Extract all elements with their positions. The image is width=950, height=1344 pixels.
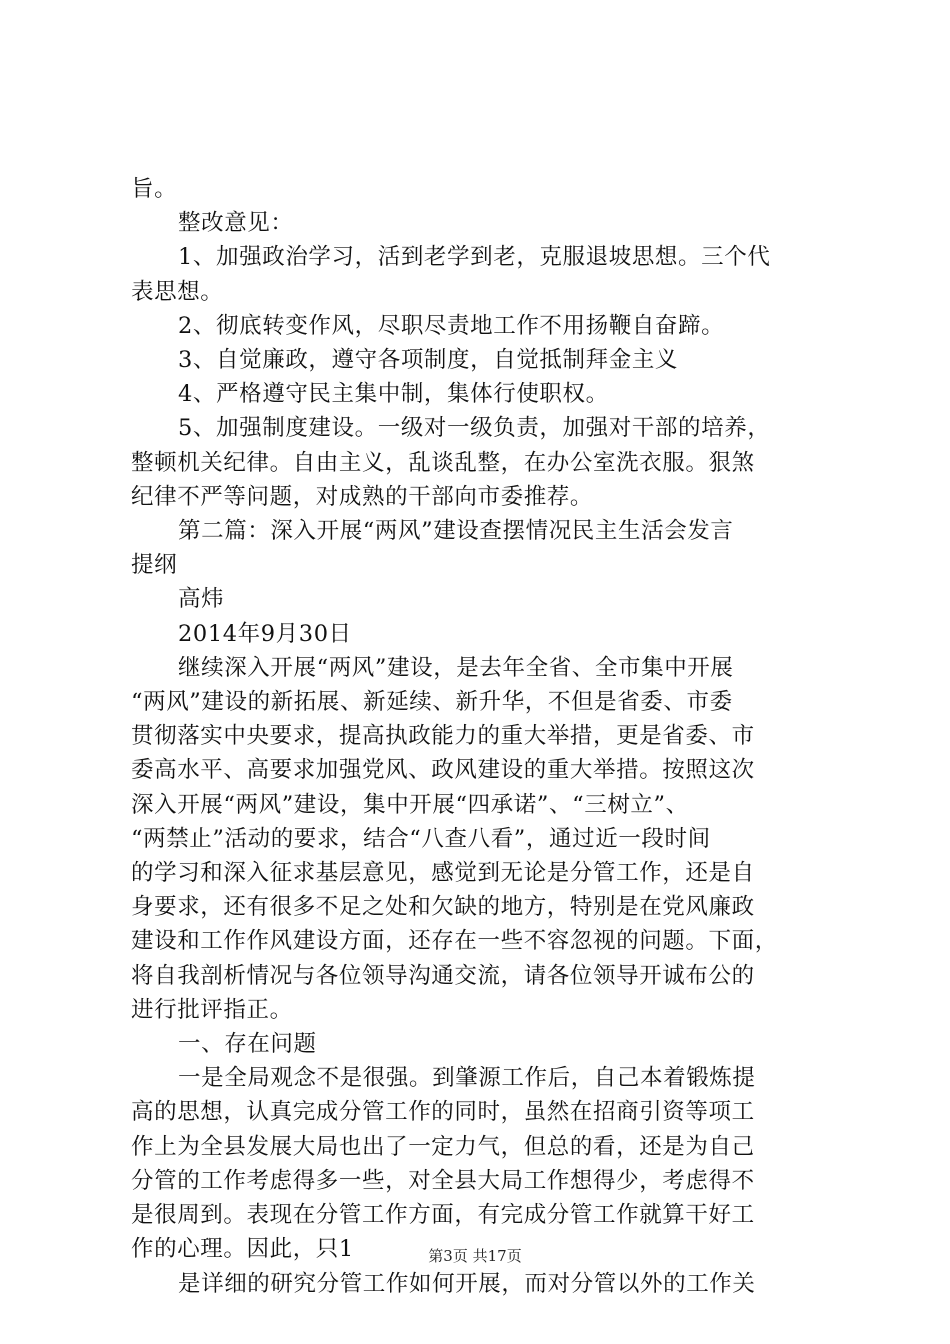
- text-line: 是详细的研究分管工作如何开展，而对分管以外的工作关: [178, 1270, 756, 1297]
- page-footer: [0, 1245, 950, 1266]
- text-line: 表思想。: [131, 278, 224, 305]
- text-line: 作的心理。因此，只1: [131, 1236, 354, 1263]
- text-line: 身要求，还有很多不足之处和欠缺的地方，特别是在党风廉政: [131, 894, 755, 921]
- document-body: [131, 172, 831, 1301]
- text-line: 进行批评指正。: [131, 996, 293, 1023]
- text-line: 纪律不严等问题，对成熟的干部向市委推荐。: [131, 483, 594, 510]
- text-line: 整改意见：: [178, 210, 294, 237]
- text-line: 的学习和深入征求基层意见，感觉到无论是分管工作，还是自: [131, 860, 755, 887]
- text-line: 分管的工作考虑得多一些，对全县大局工作想得少，考虑得不: [131, 1167, 755, 1194]
- text-line: 3、自觉廉政，遵守各项制度，自觉抵制拜金主义: [178, 347, 679, 374]
- text-line: 将自我剖析情况与各位领导沟通交流，请各位领导开诚布公的: [131, 962, 755, 989]
- text-line: 委高水平、高要求加强党风、政风建设的重大举措。按照这次: [131, 757, 755, 784]
- text-line: “两禁止”活动的要求，结合“八查八看”，通过近一段时间: [131, 825, 711, 852]
- text-line: 继续深入开展“两风”建设，是去年全省、全市集中开展: [178, 654, 734, 681]
- section-heading: 第二篇：深入开展“两风”建设查摆情况民主生活会发言: [178, 518, 734, 545]
- text-line: “两风”建设的新拓展、新延续、新升华，不但是省委、市委: [131, 689, 733, 716]
- text-line: 深入开展“两风”建设，集中开展“四承诺”、“三树立”、: [131, 791, 689, 818]
- section-heading: 提纲: [131, 552, 178, 579]
- document-date: 2014年9月30日: [178, 620, 352, 647]
- text-line: 建设和工作作风建设方面，还存在一些不容忽视的问题。下面，: [131, 928, 778, 955]
- text-line: 5、加强制度建设。一级对一级负责，加强对干部的培养，: [178, 415, 771, 442]
- text-line: 旨。: [131, 176, 178, 202]
- text-line: 作上为全县发展大局也出了一定力气，但总的看，还是为自己: [131, 1133, 755, 1160]
- text-line: 整顿机关纪律。自由主义，乱谈乱整，在办公室洗衣服。狠煞: [131, 449, 755, 476]
- section-heading: 一、存在问题: [178, 1031, 317, 1058]
- page-number-label: 第3页 共17页: [428, 1247, 522, 1265]
- text-line: 贯彻落实中央要求，提高执政能力的重大举措，更是省委、市: [131, 723, 755, 750]
- text-line: 高的思想，认真完成分管工作的同时，虽然在招商引资等项工: [131, 1099, 755, 1126]
- text-line: 2、彻底转变作风，尽职尽责地工作不用扬鞭自奋蹄。: [178, 312, 725, 339]
- text-line: 1、加强政治学习，活到老学到老，克服退坡思想。三个代: [178, 244, 771, 271]
- text-line: 4、严格遵守民主集中制，集体行使职权。: [178, 381, 609, 408]
- text-line: 是很周到。表现在分管工作方面，有完成分管工作就算干好工: [131, 1202, 755, 1229]
- text-line: 一是全局观念不是很强。到肇源工作后，自己本着锻炼提: [178, 1065, 756, 1092]
- author-name: 高炜: [178, 586, 225, 613]
